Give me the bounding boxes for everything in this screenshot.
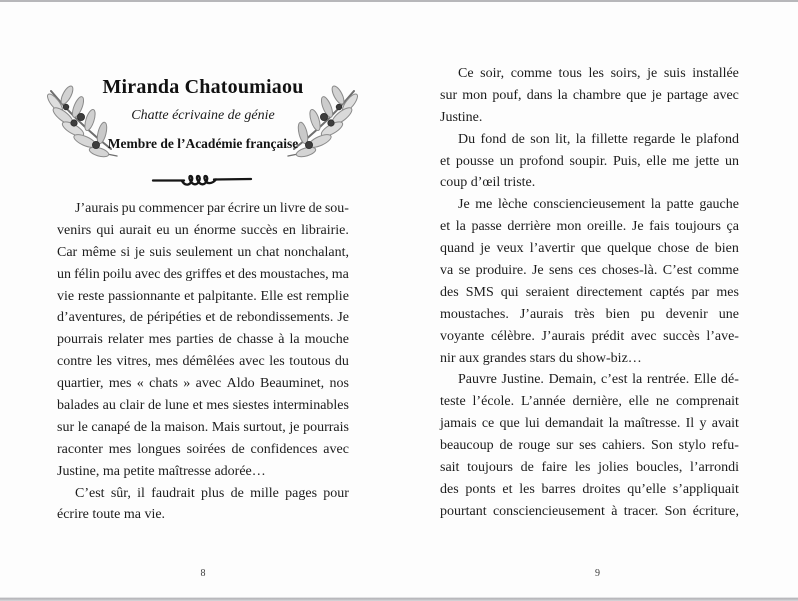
right-page-body: [440, 63, 739, 523]
author-role: Chatte écrivaine de génie: [131, 108, 275, 123]
text-line: Je me lèche consciencieusement la patte gauche: [458, 197, 739, 213]
text-line: écrire toute ma vie.: [57, 507, 166, 523]
text-line: va se produire. Je sens ces choses-là. C’est comme: [440, 263, 739, 279]
text-line: quand je veux l’avertir que quelque chose de bien: [440, 241, 739, 257]
text-line: jamais ce que lui demandait la maîtresse. Il y avait: [440, 416, 739, 432]
text-line: Justine.: [440, 109, 483, 125]
rope-twist-divider-icon: [151, 171, 253, 189]
text-line: quartier, mes « chats » avec Aldo Beauminet, nos: [57, 376, 349, 392]
text-line: Car même si je suis seulement un chat nonchalant,: [57, 244, 349, 260]
text-line: moustaches. J’aurais très bien pu devenir une: [440, 306, 739, 322]
text-line: Ce soir, comme tous les soirs, je suis installée: [458, 66, 739, 81]
text-line: balades au clair de lune et mes siestes interminables: [57, 398, 349, 414]
text-line: contre les vitres, mes démêlées avec les toutous du: [57, 354, 349, 370]
text-line: nir aux grandes stars du show-biz…: [440, 350, 642, 366]
text-line: venirs qui aurait eu un énorme succès en librairie.: [57, 222, 349, 238]
author-membership: Membre de l’Académie française: [107, 136, 299, 151]
author-name: Miranda Chatoumiaou: [102, 76, 304, 98]
page-bottom-edge: [0, 597, 798, 601]
text-line: sur le canapé de la maison. Mais surtout, je pourrais: [57, 419, 349, 435]
text-line: des ponts et les barres droites qu’elle s’appliquait: [440, 481, 739, 497]
page-number-left: 8: [200, 568, 206, 579]
text-line: coup d’œil triste.: [440, 175, 536, 191]
text-line: J’aurais pu commencer par écrire un livre de sou-: [75, 201, 349, 216]
text-line: raconter mes longues soirées de confidences avec: [57, 441, 349, 457]
text-line: Pauvre Justine. Demain, c’est la rentrée. Elle dé-: [458, 372, 739, 388]
text-line: teste l’école. L’année dernière, elle ne comprenait: [440, 394, 739, 410]
text-line: d’aventures, de péripéties et de rebondissements. Je: [57, 310, 349, 326]
text-line: beaucoup de rouge sur ses cahiers. Son stylo refu-: [440, 438, 739, 454]
text-line: Du fond de son lit, la fillette regarde le plafond: [458, 131, 739, 147]
text-line: un félin poilu avec des griffes et des moustaches, ma: [57, 266, 349, 282]
text-line: des SMS qui seraient directement captés par mes: [440, 284, 739, 300]
text-line: sur mon pouf, dans la chambre que je partage avec: [440, 87, 739, 103]
left-page-body: [57, 198, 349, 526]
text-line: vie reste passionnante et palpitante. Elle est remplie: [57, 288, 349, 304]
text-line: pourtant consciencieusement à tracer. Son écriture,: [440, 503, 739, 519]
page-number-right: 9: [595, 568, 600, 579]
text-line: Justine, ma petite maîtresse adorée…: [57, 463, 266, 479]
text-line: sait toujours de faire les jolies boucles, l’arrondi: [440, 460, 739, 476]
page-top-edge: [0, 0, 798, 2]
text-line: et la passe derrière mon oreille. Je fais toujours ça: [440, 219, 739, 235]
text-line: C’est sûr, il faudrait plus de mille pages pour: [75, 485, 349, 501]
text-line: pourrais relater mes parties de chasse à la mouche: [57, 332, 349, 348]
text-line: voyante célèbre. J’aurais prédit avec succès l’ave-: [440, 328, 739, 344]
text-line: et pousse un profond soupir. Puis, elle me jette un: [440, 153, 739, 169]
chapter-header: [40, 76, 366, 152]
